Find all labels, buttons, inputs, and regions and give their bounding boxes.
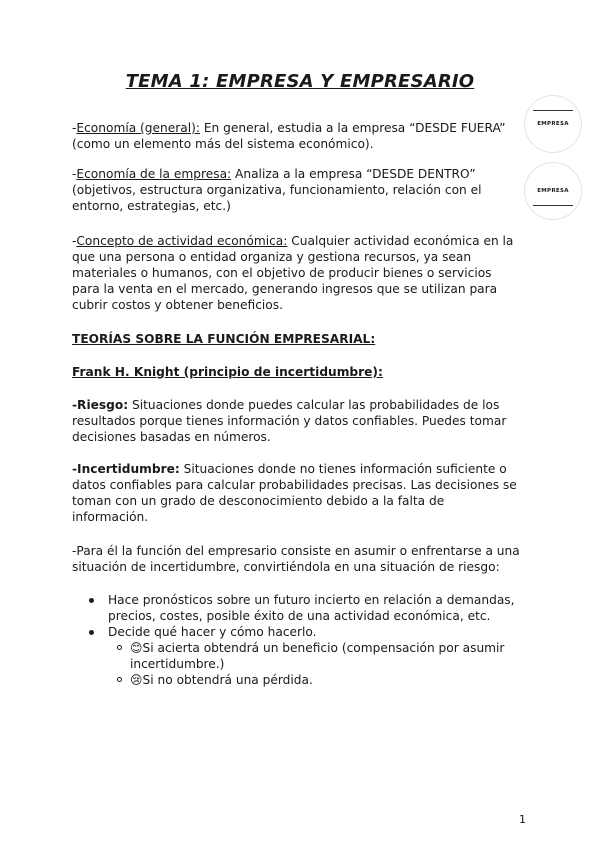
crying-face-icon: 😢 (130, 673, 143, 687)
logo-top-line (533, 110, 573, 111)
definition-actividad-economica: -Concepto de actividad económica: Cualquier actividad económica en la que una persona o entidad organiza y gestiona recursos, ya sean materiales o humanos, con el objetivo de producir bienes o servicios para la venta en el mercado, generando ingresos que se utilizan para cubrir costos y obtener beneficios. (72, 234, 514, 312)
concept-incertidumbre (72, 461, 520, 525)
empresa-logo-2 (524, 162, 582, 220)
empresa-logo-1 (524, 95, 582, 153)
list-item: Hace pronósticos sobre un futuro incierto en relación a demandas, precios, costes, posible éxito de una actividad económica, etc. (72, 592, 520, 624)
hollow-bullet-icon (117, 645, 122, 650)
logo-bottom-line (533, 205, 573, 206)
hollow-bullet-icon (117, 677, 122, 682)
concept-text: Situaciones donde no tienes información suficiente o datos confiables para calcular probabilidades precisas. Las decisiones se toman con un grado de desconocimiento debido a la falta de información. (72, 462, 517, 524)
concept-term: -Incertidumbre: (72, 462, 180, 476)
bullet-list (72, 592, 520, 688)
list-item: Decide qué hacer y cómo hacerlo. 😊Si acierta obtendrá un beneficio (compensación por asumir incertidumbre.) 😢Si no obtendrá una pérdida. (72, 624, 520, 688)
logo-label: EMPRESA (537, 188, 569, 194)
concept-term: -Riesgo: (72, 398, 129, 412)
page-number: 1 (519, 813, 526, 826)
list-item: 😊Si acierta obtendrá un beneficio (compensación por asumir incertidumbre.) (108, 640, 520, 672)
definition-economia-empresa: -Economía de la empresa: Analiza a la empresa “DESDE DENTRO” (objetivos, estructura organizativa, funcionamiento, relación con el entorno, estrategias, etc.) (72, 167, 482, 213)
definition-term: Concepto de actividad económica: (76, 234, 288, 248)
bullet-dot-icon (89, 598, 94, 603)
definition-text: En general, estudia a la empresa “DESDE FUERA” (como un elemento más del sistema económico). (72, 121, 506, 151)
definition-term: Economía (general): (76, 121, 200, 135)
list-item: 😢Si no obtendrá una pérdida. (108, 672, 520, 688)
definition-term: Economía de la empresa: (76, 167, 232, 181)
concept-riesgo (72, 397, 520, 445)
definition-text: Analiza a la empresa “DESDE DENTRO” (objetivos, estructura organizativa, funcionamiento, relación con el entorno, estrategias, etc.) (72, 167, 482, 213)
function-paragraph: -Para él la función del empresario consiste en asumir o enfrentarse a una situación de incertidumbre, convirtiéndola en una situación de riesgo: (72, 544, 520, 574)
smiling-face-icon: 😊 (130, 641, 143, 655)
sub-bullet-list (108, 640, 520, 688)
bullet-dot-icon (89, 630, 94, 635)
concept-text: Situaciones donde puedes calcular las probabilidades de los resultados porque tienes información y datos confiables. Puedes tomar decisiones basadas en números. (72, 398, 507, 444)
definition-economia-general: -Economía (general): En general, estudia a la empresa “DESDE FUERA” (como un elemento más del sistema económico). (72, 121, 506, 151)
section-heading: TEORÍAS SOBRE LA FUNCIÓN EMPRESARIAL: (72, 332, 376, 346)
subsection-heading: Frank H. Knight (principio de incertidumbre): (72, 365, 383, 379)
logo-label: EMPRESA (537, 121, 569, 127)
definition-text: Cualquier actividad económica en la que una persona o entidad organiza y gestiona recursos, ya sean materiales o humanos, con el objetivo de producir bienes o servicios para la venta en el mercado, generando ingresos que se utilizan para cubrir costos y obtener beneficios. (72, 234, 514, 312)
page-title: TEMA 1: EMPRESA Y EMPRESARIO (125, 71, 475, 92)
